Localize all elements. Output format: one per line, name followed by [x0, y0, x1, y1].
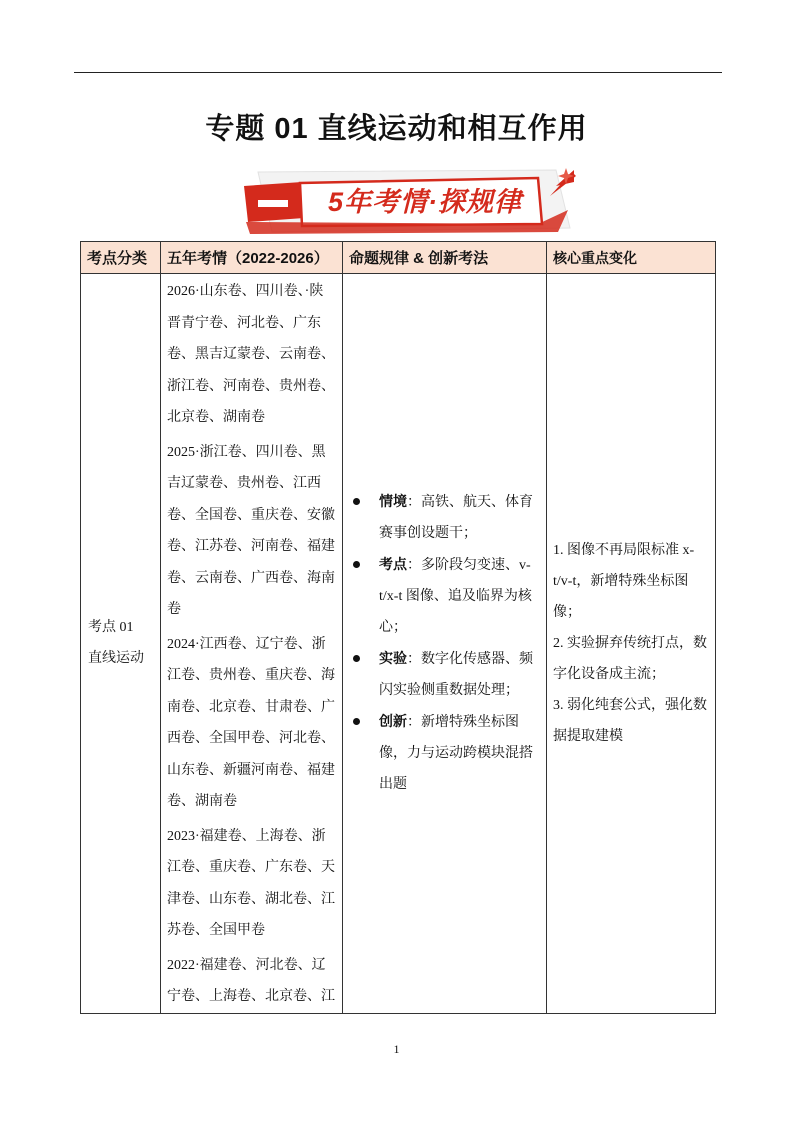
rule-keyword: 考点 [379, 556, 407, 573]
category-name: 直线运动 [88, 651, 144, 667]
page-number: 1 [393, 1042, 400, 1056]
table-header-row [81, 242, 716, 274]
header-category: 考点分类 [81, 242, 161, 274]
table-row [81, 274, 716, 1014]
banner-title: 5年考情·探规律 [327, 187, 522, 217]
exam-year-2025: 2025·浙江卷、四川卷、黑吉辽蒙卷、贵州卷、江西卷、全国卷、重庆卷、安徽卷、江苏卷、河南卷、福建卷、云南卷、广西卷、海南卷 [167, 444, 335, 617]
list-item [351, 486, 540, 549]
header-focus: 核心重点变化 [547, 242, 716, 274]
header-rule [74, 72, 722, 73]
exam-year-2024: 2024·江西卷、辽宁卷、浙江卷、贵州卷、重庆卷、海南卷、北京卷、甘肃卷、广西卷、全国甲卷、河北卷、山东卷、新疆河南卷、福建卷、湖南卷 [167, 636, 335, 809]
list-item [351, 549, 540, 643]
rule-text: ：新增特殊坐标图像，力与运动跨模块混搭出题 [379, 715, 533, 793]
exam-year-2022: 2022·福建卷、河北卷、辽宁卷、上海卷、北京卷、江 [167, 957, 335, 1004]
bullet-icon [353, 655, 360, 662]
focus-item: 2. 实验摒弃传统打点，数字化设备成主流； [553, 635, 707, 682]
focus-item: 3. 弱化纯套公式，强化数据提取建模 [553, 697, 707, 744]
category-cell [81, 274, 161, 1014]
exams-cell [161, 274, 343, 1014]
bullet-icon [353, 498, 360, 505]
exam-year-2023: 2023·福建卷、上海卷、浙江卷、重庆卷、广东卷、天津卷、山东卷、湖北卷、江苏卷、全国甲卷 [167, 828, 335, 938]
rule-text: ：多阶段匀变速、v-t/x-t 图像、追及临界为核心； [379, 558, 532, 636]
bullet-icon [353, 561, 360, 568]
list-item [351, 706, 540, 800]
focus-cell [547, 274, 716, 1014]
bullet-icon [353, 718, 360, 725]
focus-item: 1. 图像不再局限标准 x-t/v-t，新增特殊坐标图像； [553, 542, 695, 620]
page-title: 专题 01 直线运动和相互作用 [205, 113, 588, 145]
section-banner [238, 166, 580, 238]
rules-cell [343, 274, 547, 1014]
header-exams: 五年考情（2022-2026） [161, 242, 343, 274]
category-code: 考点 01 [88, 620, 134, 636]
list-item [351, 643, 540, 706]
header-rules: 命题规律 & 创新考法 [343, 242, 547, 274]
rules-list [351, 486, 540, 800]
exam-year-2026: 2026·山东卷、四川卷、·陕晋青宁卷、河北卷、广东卷、黑吉辽蒙卷、云南卷、浙江卷、河南卷、贵州卷、北京卷、湖南卷 [167, 284, 335, 425]
rule-keyword: 创新 [379, 713, 407, 730]
rule-text: ：高铁、航天、体育赛事创设题干； [379, 495, 533, 542]
rule-keyword: 实验 [379, 650, 407, 667]
rule-text: ：数字化传感器、频闪实验侧重数据处理； [379, 652, 533, 699]
rule-keyword: 情境 [379, 493, 407, 510]
exam-analysis-table [80, 241, 716, 1014]
